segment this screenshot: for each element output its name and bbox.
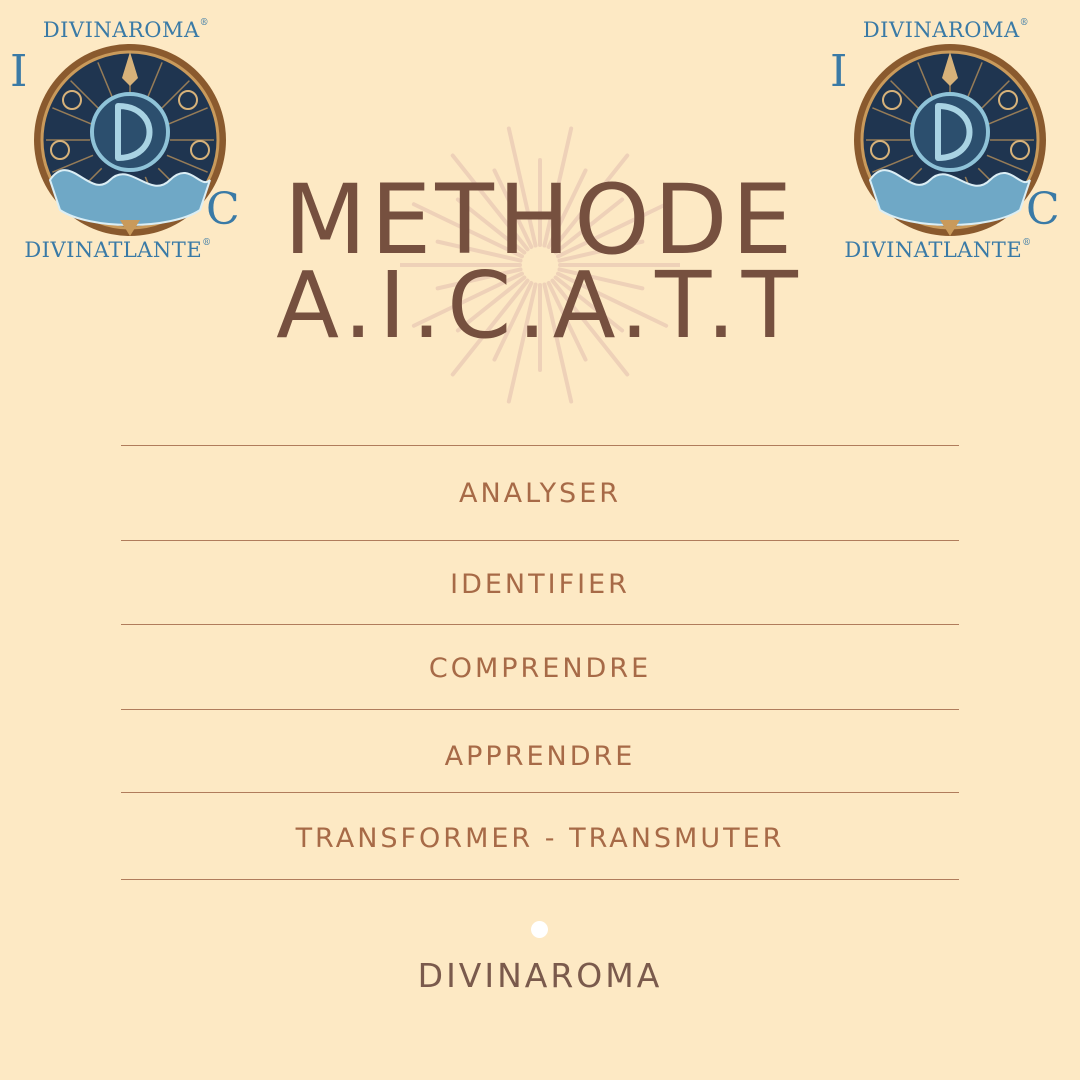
page-subtitle: A.I.C.A.T.T <box>276 252 804 359</box>
divider <box>121 540 959 541</box>
step-identifier: IDENTIFIER <box>450 569 630 600</box>
divider <box>121 624 959 625</box>
logo-letter-c: C <box>1026 184 1060 235</box>
step-comprendre: COMPRENDRE <box>428 653 652 684</box>
logo-brand-bottom: DIVINATLANTE® <box>844 238 1032 262</box>
logo-brand-bottom: DIVINATLANTE® <box>24 238 212 262</box>
divider <box>121 709 959 710</box>
divider <box>121 445 959 446</box>
logo-brand-top: DIVINAROMA® <box>862 18 1030 42</box>
logo-letter-i: I <box>830 46 848 97</box>
step-analyser: ANALYSER <box>458 478 622 509</box>
logo-letter-i: I <box>10 46 28 97</box>
footer-brand: DIVINAROMA <box>417 956 663 995</box>
divider <box>121 792 959 793</box>
step-transformer-transmuter: TRANSFORMER - TRANSMUTER <box>295 823 785 854</box>
divider <box>121 879 959 880</box>
logo-brand-top: DIVINAROMA® <box>42 18 210 42</box>
logo-letter-c: C <box>206 184 240 235</box>
step-apprendre: APPRENDRE <box>444 741 636 772</box>
decorative-dot <box>531 921 548 938</box>
page-title: METHODE <box>283 164 797 276</box>
